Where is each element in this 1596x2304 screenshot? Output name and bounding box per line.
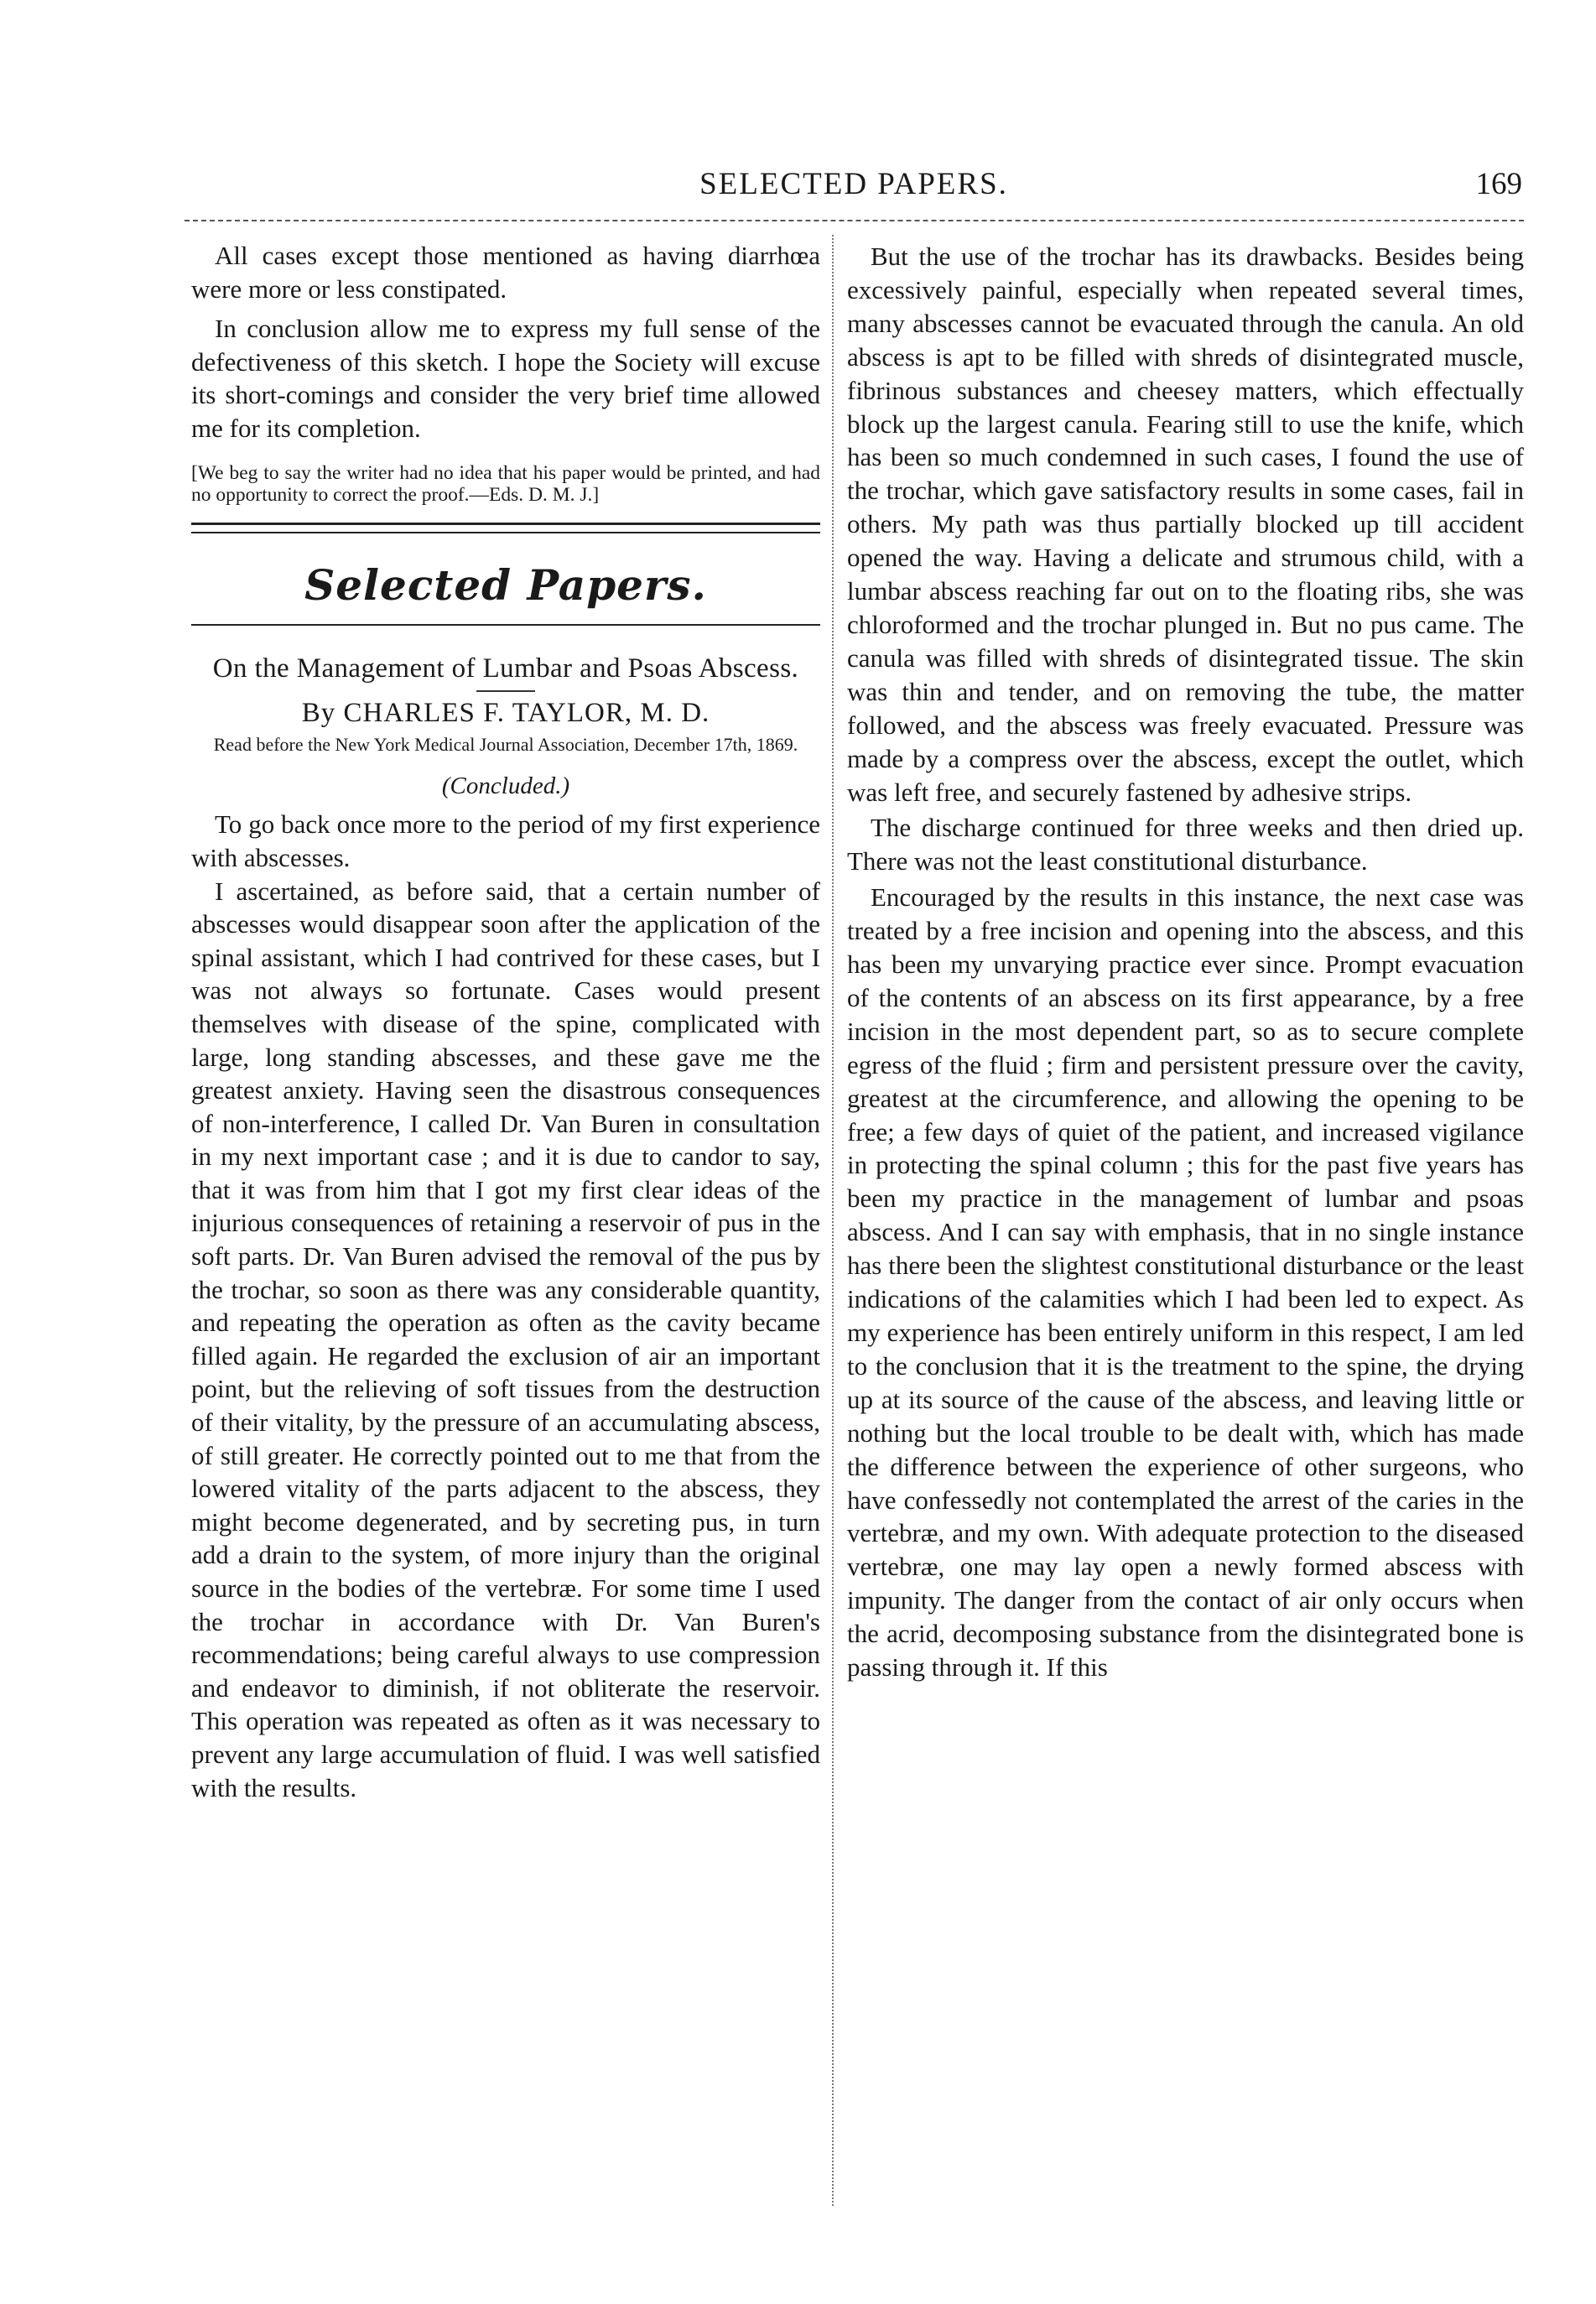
running-title: SELECTED PAPERS. [699,167,1008,201]
editors-note: [We beg to say the writer had no idea that his paper would be printed, and had no opportunity to correct the proof.—Eds. D. M. J.] [191,461,820,506]
left-paragraph-2: In conclusion allow me to express my full sense of the defectiveness of this sketch. I hope the Society will excuse its short-comings and consider the very brief time allowed me for its completion. [191,314,820,443]
page-header [185,166,1522,208]
right-paragraph-1: But the use of the trochar has its drawbacks. Besides being excessively painful, especially when repeated several times, many abscesses cannot be evacuated through the canula. An old abscess is apt to be filled with shreds of disintegrated muscle, fibrinous substances and cheesey matters, which effectually block up the largest canula. Fearing still to use the knife, which has been so much condemned in such cases, I found the use of the trochar, which gave satisfactory results in some cases, fail in others. My path was thus partially blocked up till accident opened the way. Having a delicate and strumous child, with a lumbar abscess reaching far out on to the floating ribs, she was chloroformed and the trochar plunged in. But no pus came. The canula was filled with shreds of disintegrated tissue. The skin was thin and tender, and on removing the tube, the matter followed, and the abscess was freely evacuated. Pressure was made by a compress over the abscess, except the outlet, which was left free, and securely fastened by adhesive strips. [847,242,1524,807]
right-column [847,240,1524,1684]
left-column [191,239,820,1804]
right-paragraph-3: Encouraged by the results in this instance, the next case was treated by a free incision and opening into the abscess, and this has been my unvarying practice ever since. Prompt evacuation of the contents of an abscess on its first appearance, by a free incision in the most dependent part, so as to secure complete egress of the fluid ; firm and persistent pressure over the cavity, greatest at the circumference, and allowing the opening to be free; a few days of quiet of the patient, and increased vigilance in protecting the spinal column ; this for the past five years has been my practice in the management of lumbar and psoas abscess. And I can say with emphasis, that in no single instance has there been the slightest constitutional disturbance or the least indications of the calamities which I had been led to expect. As my experience has been entirely uniform in this respect, I am led to the conclusion that it is the treatment to the spine, the drying up at its source of the cause of the abscess, and leaving little or nothing but the local trouble to be dealt with, which has made the difference between the experience of other surgeons, who have confessedly not contemplated the arrest of the caries in the vertebræ, and my own. With adequate protection to the diseased vertebræ, one may lay open a newly formed abscess with impunity. The danger from the contact of air only occurs when the acrid, decomposing substance from the disintegrated bone is passing through it. If this [847,882,1524,1682]
title-short-rule [476,690,535,692]
left-paragraph-3: To go back once more to the period of my first experience with abscesses. [191,809,820,872]
left-paragraph-1: All cases except those mentioned as having diarrhœa were more or less constipated. [191,241,820,304]
article-title: On the Management of Lumbar and Psoas Abscess. [212,653,799,684]
left-paragraph-4: I ascertained, as before said, that a certain number of abscesses would disappear soon after the application of the spinal assistant, which I had contrived for these cases, but I was not always so fortunate. Cases would present themselves with disease of the spine, complicated with large, long standing abscesses, and these gave me the greatest anxiety. Having seen the disastrous consequences of non-interference, I called Dr. Van Buren in consultation in my next important case ; and it is due to candor to say, that it was from him that I got my first clear ideas of the injurious consequences of retaining a reservoir of pus in the soft parts. Dr. Van Buren advised the removal of the pus by the trochar, so soon as there was any considerable quantity, and repeating the operation as often as the cavity became filled again. He regarded the exclusion of air an important point, but the relieving of soft tissues from the destruction of their vitality, by the pressure of an accumulating abscess, of still greater. He correctly pointed out to me that from the lowered vitality of the parts adjacent to the abscess, they might become degenerated, and by secreting pus, in turn add a drain to the system, of more injury than the original source in the bodies of the vertebræ. For some time I used the trochar in accordance with Dr. Van Buren's recommendations; being careful always to use compression and endeavor to diminish, if not obliterate the reservoir. This operation was repeated as often as it was necessary to prevent any large accumulation of fluid. I was well satisfied with the results. [191,876,820,1802]
section-heading: Selected Papers. [304,559,707,610]
section-double-rule [191,523,820,533]
header-rule [185,220,1524,221]
column-divider [832,235,834,2206]
right-paragraph-2: The discharge continued for three weeks and then dried up. There was not the least constitutional disturbance. [847,813,1524,876]
author-byline: By CHARLES F. TAYLOR, M. D. [301,698,710,729]
page-number: 169 [1475,167,1522,201]
concluded-note: (Concluded.) [441,772,570,799]
section-rule [191,624,820,626]
read-before-note: Read before the New York Medical Journal Association, December 17th, 1869. [213,733,798,755]
